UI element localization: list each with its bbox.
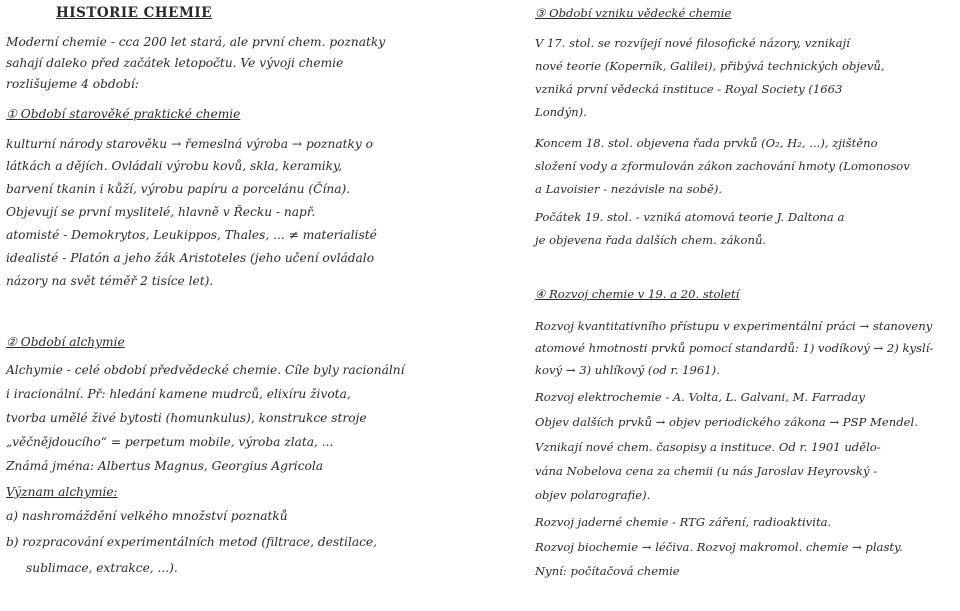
document-title: HISTORIE CHEMIE	[56, 5, 212, 21]
text-line: Objev dalších prvků → objev periodického zákona → PSP Mendel.	[535, 415, 918, 429]
text-line: atomové hmotnosti prvků pomocí standardů: 1) vodíkový → 2) kyslí-	[535, 341, 934, 355]
text-line: Známá jména: Albertus Magnus, Georgius Agricola	[6, 459, 324, 473]
section-heading: ③ Období vzniku vědecké chemie	[535, 6, 732, 20]
text-line: vána Nobelova cena za chemii (u nás Jaroslav Heyrovský -	[535, 464, 878, 478]
text-line: barvení tkanin i kůží, výrobu papíru a porcelánu (Čína).	[6, 182, 351, 196]
subsection-heading: Význam alchymie:	[6, 485, 118, 499]
text-line: sublimace, extrakce, ...).	[26, 561, 178, 575]
text-line: V 17. stol. se rozvíjejí nové filosofické názory, vznikají	[535, 36, 850, 50]
text-line: objev polarografie).	[535, 488, 651, 502]
text-line: atomisté - Demokrytos, Leukippos, Thales, ... ≠ materialisté	[6, 228, 377, 242]
text-line: nové teorie (Koperník, Galilei), přibývá technických objevů,	[535, 59, 885, 73]
text-line: kulturní národy starověku → řemeslná výroba → poznatky o	[6, 137, 374, 151]
text-line: rozlišujeme 4 období:	[6, 77, 139, 91]
text-line: kový → 3) uhlíkový (od r. 1961).	[535, 363, 720, 377]
text-line: i iracionální. Př: hledání kamene mudrců, elixíru života,	[6, 387, 351, 401]
text-line: b) rozpracování experimentálních metod (filtrace, destilace,	[6, 535, 378, 549]
text-line: Moderní chemie - cca 200 let stará, ale první chem. poznatky	[6, 35, 386, 49]
text-line: Rozvoj kvantitativního přístupu v experimentální práci → stanoveny	[535, 319, 933, 333]
text-line: názory na svět téměř 2 tisíce let).	[6, 274, 214, 288]
text-line: Objevují se první myslitelé, hlavně v Řecku - např.	[6, 205, 316, 219]
text-line: Rozvoj jaderné chemie - RTG záření, radioaktivita.	[535, 515, 832, 529]
text-line: je objevena řada dalších chem. zákonů.	[535, 233, 767, 247]
text-line: Londýn).	[535, 105, 587, 119]
text-line: Alchymie - celé období předvědecké chemie. Cíle byly racionální	[6, 363, 405, 377]
text-line: sahají daleko před začátek letopočtu. Ve vývoji chemie	[6, 56, 344, 70]
text-line: látkách a dějích. Ovládali výrobu kovů, skla, keramiky,	[6, 159, 343, 173]
text-line: Rozvoj biochemie → léčiva. Rozvoj makromol. chemie → plasty.	[535, 540, 903, 554]
text-line: Koncem 18. stol. objevena řada prvků (O₂, H₂, ...), zjištěno	[535, 136, 878, 150]
section-heading: ① Období starověké praktické chemie	[6, 107, 241, 121]
text-line: a) nashromáždění velkého množství poznatků	[6, 509, 288, 523]
text-line: Počátek 19. stol. - vzniká atomová teorie J. Daltona a	[535, 210, 845, 224]
text-line: „věčnějdoucího“ = perpetum mobile, výroba zlata, ...	[6, 435, 334, 449]
text-line: Vznikají nové chem. časopisy a instituce. Od r. 1901 udělo-	[535, 440, 881, 454]
text-line: vzniká první vědecká instituce - Royal Society (1663	[535, 82, 843, 96]
text-line: Rozvoj elektrochemie - A. Volta, L. Galvani, M. Farraday	[535, 390, 865, 404]
text-line: Nyní: počítačová chemie	[535, 564, 680, 578]
text-line: a Lavoisier - nezávisle na sobě).	[535, 182, 723, 196]
text-line: idealisté - Platón a jeho žák Aristoteles (jeho učení ovládalo	[6, 251, 375, 265]
text-line: tvorba umělé živé bytosti (homunkulus), konstrukce stroje	[6, 411, 367, 425]
section-heading: ④ Rozvoj chemie v 19. a 20. století	[535, 287, 740, 301]
section-heading: ② Období alchymie	[6, 335, 125, 349]
text-line: složení vody a zformulován zákon zachování hmoty (Lomonosov	[535, 159, 910, 173]
